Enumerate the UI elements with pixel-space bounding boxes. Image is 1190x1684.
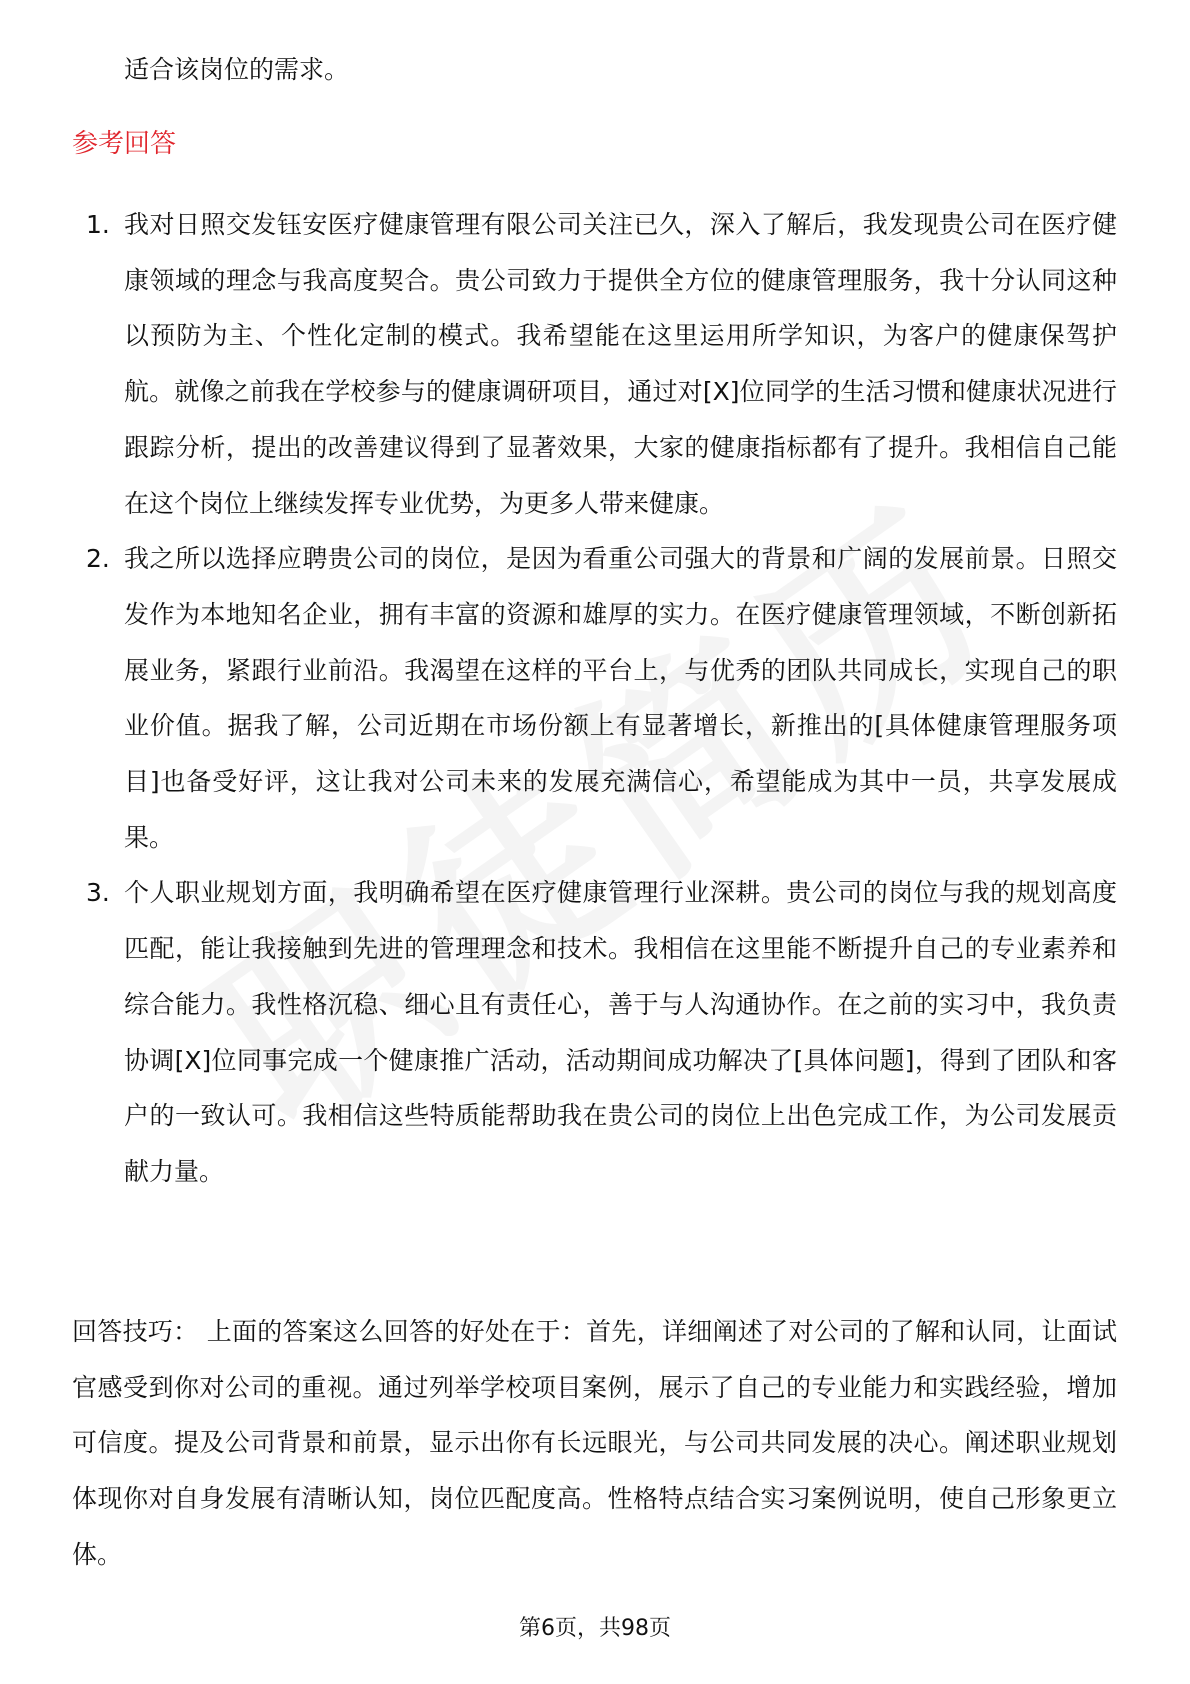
page-number: 第6页，共98页 [519,1616,671,1641]
answer-tips: 回答技巧： 上面的答案这么回答的好处在于：首先，详细阐述了对公司的了解和认同，让面试官感受到你对公司的重视。通过列举学校项目案例，展示了自己的专业能力和实践经验，增加可信度。提及公司背景和前景，显示出你有长远眼光，与公司共同发展的决心。阐述职业规划体现你对自身发展有清晰认知，岗位匹配度高。性格特点结合实习案例说明，使自己形象更立体。 [72,1317,1117,1569]
answer-text: 我之所以选择应聘贵公司的岗位，是因为看重公司强大的背景和广阔的发展前景。日照交发作为本地知名企业，拥有丰富的资源和雄厚的实力。在医疗健康管理领域，不断创新拓展业务，紧跟行业前沿。我渴望在这样的平台上，与优秀的团队共同成长，实现自己的职业价值。据我了解，公司近期在市场份额上有显著增长，新推出的[具体健康管理服务项目]也备受好评，这让我对公司未来的发展充满信心，希望能成为其中一员，共享发展成果。 [124,544,1117,852]
answer-list [72,197,1117,1200]
answer-text: 个人职业规划方面，我明确希望在医疗健康管理行业深耕。贵公司的岗位与我的规划高度匹配，能让我接触到先进的管理理念和技术。我相信在这里能不断提升自己的专业素养和综合能力。我性格沉稳、细心且有责任心，善于与人沟通协作。在之前的实习中，我负责协调[X]位同事完成一个健康推广活动，活动期间成功解决了[具体问题]，得到了团队和客户的一致认可。我相信这些特质能帮助我在贵公司的岗位上出色完成工作，为公司发展贡献力量。 [124,878,1117,1186]
answer-number: 3. [86,878,110,908]
answer-number: 1. [86,210,110,239]
answer-item-3 [72,865,1117,1199]
answer-item-2 [72,531,1117,865]
answer-item-1 [72,197,1117,531]
answer-text: 我对日照交发钰安医疗健康管理有限公司关注已久，深入了解后，我发现贵公司在医疗健康领域的理念与我高度契合。贵公司致力于提供全方位的健康管理服务，我十分认同这种以预防为主、个性化定制的模式。我希望能在这里运用所学知识，为客户的健康保驾护航。就像之前我在学校参与的健康调研项目，通过对[X]位同学的生活习惯和健康状况进行跟踪分析，提出的改善建议得到了显著效果，大家的健康指标都有了提升。我相信自己能在这个岗位上继续发挥专业优势，为更多人带来健康。 [124,210,1117,518]
continuation-text: 适合该岗位的需求。 [124,55,350,84]
section-heading: 参考回答 [72,129,177,159]
answer-number: 2. [86,544,110,574]
